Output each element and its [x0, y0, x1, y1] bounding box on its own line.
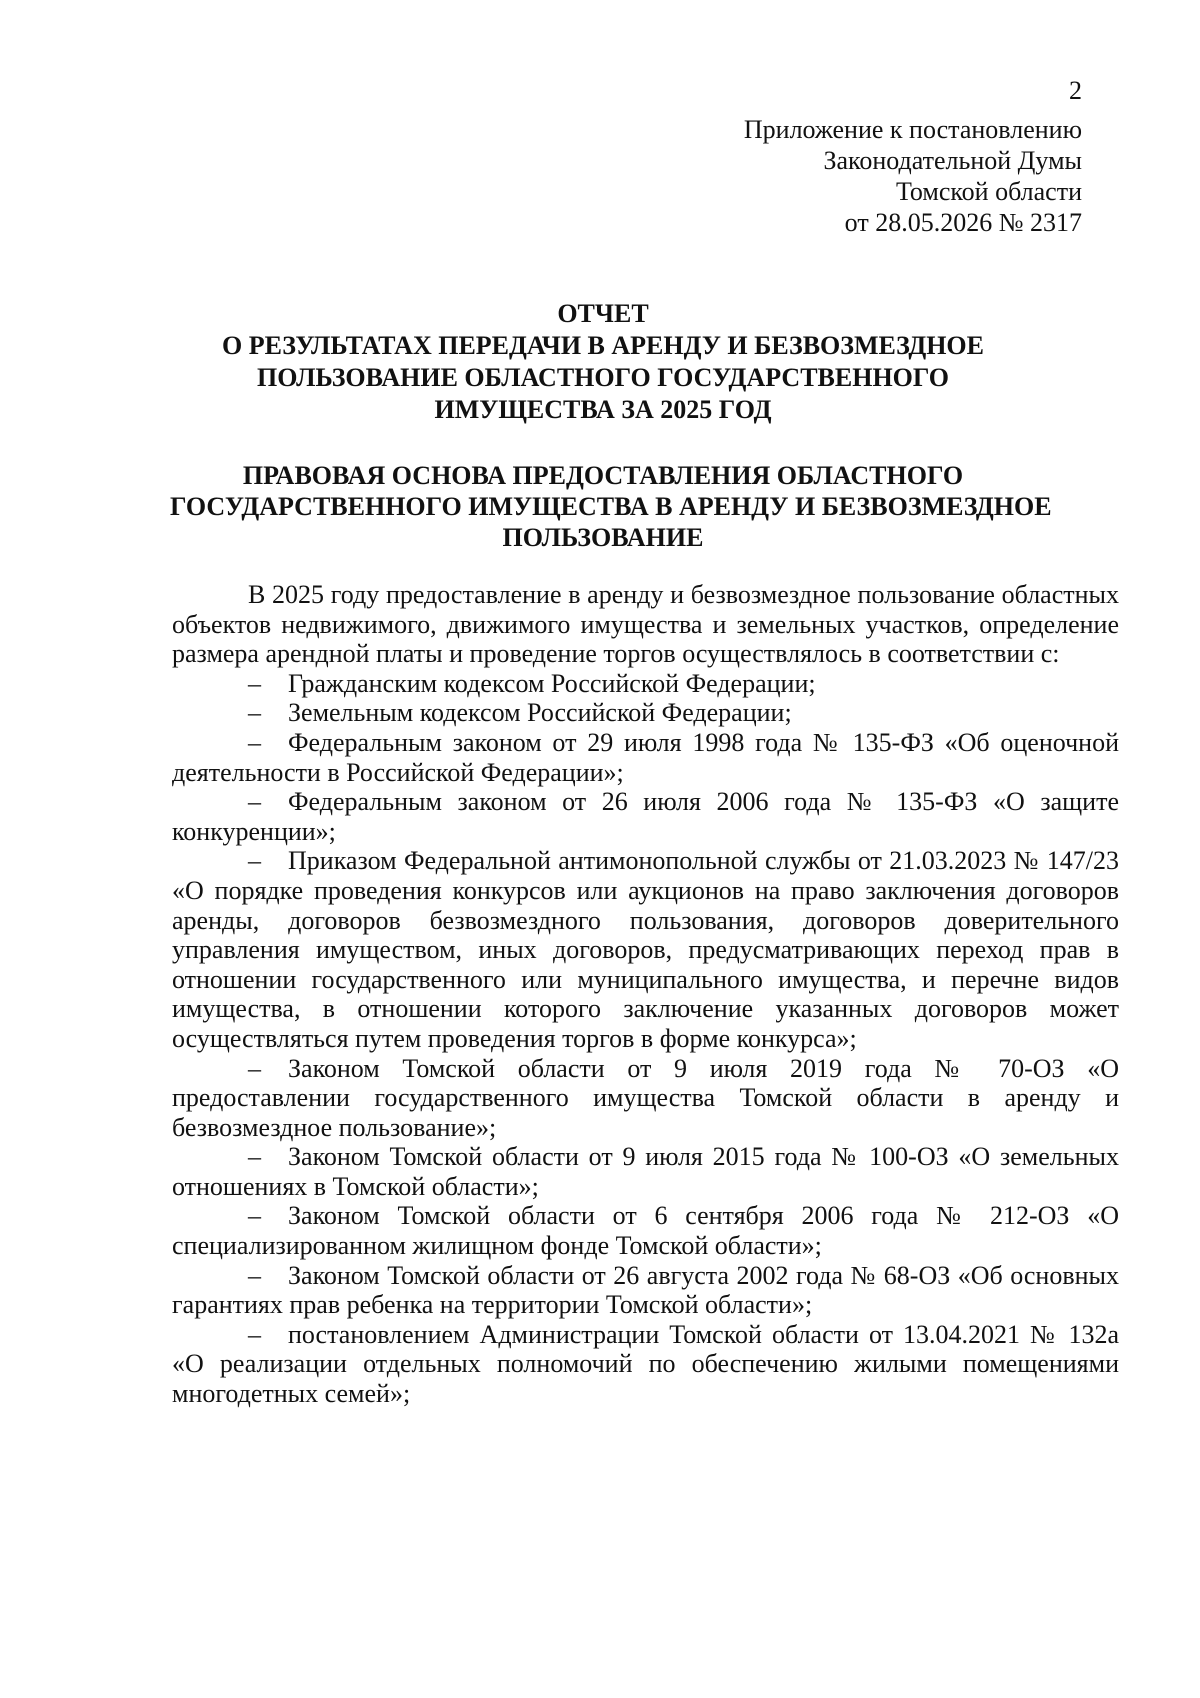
list-item: [172, 728, 1119, 787]
list-item-text: Законом Томской области от 9 июля 2015 года № 100-ОЗ «О земельных отношениях в Томской области»;: [172, 1142, 1119, 1201]
section-heading-line: ПОЛЬЗОВАНИЕ: [502, 523, 704, 552]
section-heading: [170, 460, 1052, 553]
list-item-text: Законом Томской области от 26 августа 2002 года № 68-ОЗ «Об основных гарантиях прав ребенка на территории Томской области»;: [172, 1260, 1119, 1320]
title-line: ИМУЩЕСТВА ЗА 2025 ГОД: [434, 395, 772, 424]
dash-marker: –: [248, 1201, 261, 1231]
list-item: [172, 698, 1119, 728]
list-item-text: Гражданским кодексом Российской Федерации;: [288, 668, 816, 698]
dash-marker: –: [248, 1260, 261, 1290]
document-body: [172, 580, 1119, 1409]
attachment-line: Законодательной Думы: [823, 146, 1082, 175]
dash-marker: –: [248, 698, 261, 728]
list-item: [172, 846, 1119, 1053]
list-item-text: Законом Томской области от 9 июля 2019 года № 70-ОЗ «О предоставлении государственного имущества Томской области в аренду и безвозмездное пользование»;: [172, 1053, 1119, 1142]
list-item-text: Земельным кодексом Российской Федерации;: [288, 698, 792, 728]
section-heading-line: ПРАВОВАЯ ОСНОВА ПРЕДОСТАВЛЕНИЯ ОБЛАСТНОГО: [242, 461, 964, 490]
attachment-line: Приложение к постановлению: [743, 115, 1082, 144]
document-title: [170, 298, 1036, 426]
dash-marker: –: [248, 787, 261, 817]
list-item: [172, 1320, 1119, 1409]
list-item-text: Законом Томской области от 6 сентября 2006 года № 212-ОЗ «О специализированном жилищном фонде Томской области»;: [172, 1201, 1119, 1261]
list-item: [172, 1054, 1119, 1143]
section-heading-line: ГОСУДАРСТВЕННОГО ИМУЩЕСТВА В АРЕНДУ И БЕЗВОЗМЕЗДНОЕ: [170, 492, 1052, 521]
dash-marker: –: [248, 846, 261, 876]
dash-marker: –: [248, 727, 261, 757]
list-item: [172, 1261, 1119, 1320]
dash-marker: –: [248, 1142, 261, 1172]
attachment-note: [744, 114, 1082, 238]
list-item-text: Приказом Федеральной антимонопольной службы от 21.03.2023 № 147/23 «О порядке проведения конкурсов или аукционов на право заключения договоров аренды, договоров безвозмездного пользования, договоров доверительного управления имуществом, иных договоров, предусматривающих переход прав в отношении государственного или муниципального имущества, и перечне видов имущества, в отношении которого заключение указанных договоров может осуществляться путем проведения торгов в форме конкурса»;: [172, 846, 1119, 1053]
attachment-line: Томской области: [895, 177, 1082, 206]
list-item: [172, 1142, 1119, 1201]
dash-marker: –: [248, 1319, 261, 1349]
title-line: ОТЧЕТ: [557, 299, 649, 328]
list-item: [172, 787, 1119, 846]
attachment-line: от 28.05.2026 № 2317: [844, 208, 1082, 237]
list-item-text: постановлением Администрации Томской области от 13.04.2021 № 132а «О реализации отдельных полномочий по обеспечению жилыми помещениями многодетных семей»;: [172, 1319, 1119, 1409]
legal-basis-list: [172, 669, 1119, 1409]
list-item: [172, 1201, 1119, 1260]
intro-paragraph: В 2025 году предоставление в аренду и безвозмездное пользование областных объектов недвижимого, движимого имущества и земельных участков, определение размера арендной платы и проведение торгов осуществлялось в соответствии с:: [172, 580, 1119, 669]
list-item-text: Федеральным законом от 29 июля 1998 года № 135-ФЗ «Об оценочной деятельности в Российской Федерации»;: [172, 727, 1119, 787]
title-line: ПОЛЬЗОВАНИЕ ОБЛАСТНОГО ГОСУДАРСТВЕННОГО: [256, 363, 950, 392]
title-line: О РЕЗУЛЬТАТАХ ПЕРЕДАЧИ В АРЕНДУ И БЕЗВОЗМЕЗДНОЕ: [222, 331, 984, 360]
list-item: [172, 669, 1119, 699]
dash-marker: –: [248, 668, 261, 698]
page-number: 2: [1069, 76, 1082, 105]
list-item-text: Федеральным законом от 26 июля 2006 года № 135-ФЗ «О защите конкуренции»;: [172, 787, 1119, 846]
dash-marker: –: [248, 1053, 261, 1083]
